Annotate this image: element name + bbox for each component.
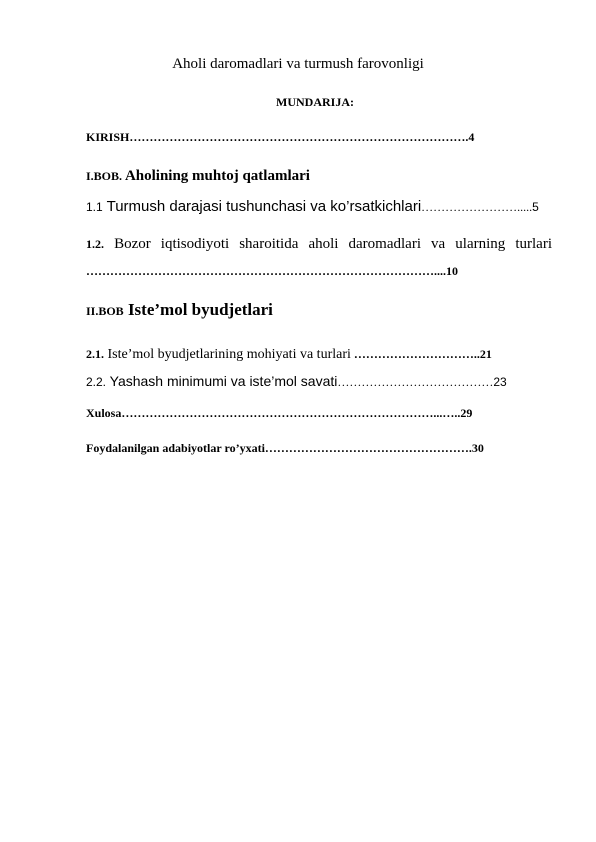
toc-entry-references[interactable]	[86, 441, 552, 456]
toc-chapter-2[interactable]	[86, 300, 552, 320]
toc-section-label: Iste’mol byudjetlarining mohiyati va turlari	[104, 347, 351, 362]
toc-chapter-label: Iste’mol byudjetlari	[123, 300, 273, 319]
toc-entry-kirish[interactable]	[86, 130, 552, 145]
toc-entry-label: KIRISH	[86, 130, 130, 144]
toc-section-label: Turmush darajasi tushunchasi va ko’rsatkichlari	[102, 198, 422, 215]
toc-page-number: 21	[479, 347, 492, 361]
toc-leader: …………………………………	[337, 375, 494, 389]
toc-entry-label: Foydalanilgan adabiyotlar ro’yxati	[86, 441, 265, 455]
toc-leader: …………………….....	[421, 200, 533, 214]
toc-page-number: 10	[446, 264, 458, 278]
toc-leader: ……………………………………………………………………...…..	[121, 406, 461, 420]
toc-section-label: Yashash minimumi va iste’mol savati	[106, 373, 338, 389]
toc-chapter-prefix: I.BOB.	[86, 169, 123, 183]
toc-leader: ……………………………………………………………………………....	[86, 264, 446, 278]
document-title: Aholi daromadlari va turmush farovonligi	[172, 56, 424, 72]
toc-section-2-1[interactable]	[86, 345, 552, 363]
toc-entry-xulosa[interactable]	[86, 406, 552, 421]
toc-section-number: 2.2.	[86, 375, 107, 389]
toc-chapter-1[interactable]	[86, 167, 552, 185]
toc-heading: MUNDARIJA:	[276, 95, 354, 109]
toc-section-label: Bozor iqtisodiyoti sharoitida aholi daromadlari va ularning turlari	[104, 236, 552, 252]
toc-page-number: 5	[532, 200, 539, 214]
toc-leader: …………………………..	[350, 347, 480, 361]
toc-page-number: 29	[460, 406, 473, 420]
toc-section-1-1[interactable]	[86, 198, 552, 216]
toc-chapter-prefix: II.BOB	[86, 304, 124, 318]
toc-leader: ………………………………………………………………………….	[129, 130, 469, 144]
toc-section-1-2-leader-line[interactable]	[86, 264, 552, 279]
toc-leader: …………………………………………….	[264, 441, 472, 455]
toc-page-number: 4	[468, 130, 475, 144]
toc-section-number: 2.1.	[86, 347, 104, 361]
toc-section-1-2[interactable]	[86, 236, 552, 253]
toc-section-number: 1.1	[86, 200, 103, 214]
toc-chapter-label: Aholining muhtoj qatlamlari	[122, 168, 310, 184]
toc-section-number: 1.2.	[86, 237, 104, 251]
toc-section-2-2[interactable]	[86, 373, 552, 391]
toc-entry-label: Xulosa	[86, 406, 122, 420]
toc-page-number: 23	[493, 375, 507, 389]
toc-page-number: 30	[471, 441, 484, 455]
